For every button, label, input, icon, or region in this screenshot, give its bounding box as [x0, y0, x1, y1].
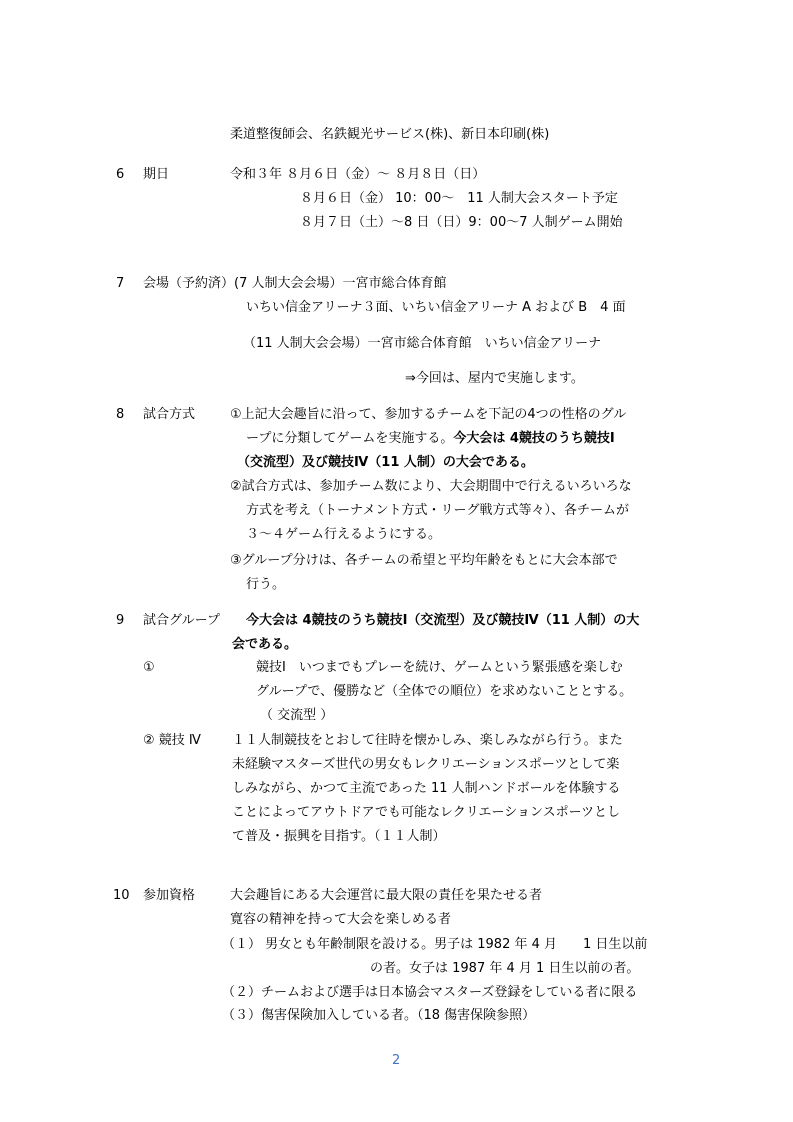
section-7-venue-7-player: 会場（予約済）(7 人制大会会場）一宮市総合体育館: [143, 276, 447, 291]
section-7-indoor-note: ⇒今回は、屋内で実施します。: [405, 371, 584, 386]
section-10-item-3: （３）傷害保険加入している者。（18 傷害保険参照）: [222, 1008, 536, 1023]
section-7-venue-11-player: （11 人制大会会場）一宮市総合体育館 いちい信金アリーナ: [243, 336, 602, 351]
section-10-item-2: （２）チームおよび選手は日本協会マスターズ登録をしている者に限る: [222, 985, 638, 1000]
section-10-item-1-line-1: （１） 男女とも年齢制限を設ける。男子は 1982 年 4 月 1 日生以前: [222, 937, 648, 952]
section-9-group-4-line-2: 未経験マスターズ世代の男女もレクリエーションスポーツとして楽: [232, 757, 620, 772]
section-9-group-4-line-1: １１人制競技をとおして往時を懐かしみ、楽しみながら行う。また: [232, 733, 623, 748]
section-8-item-2-line-3: ３～４ゲーム行えるようにする。: [246, 527, 442, 542]
section-8-item-3-line-2: 行う。: [246, 577, 286, 592]
section-10-line-1: 大会趣旨にある大会運営に最大限の責任を果たせる者: [230, 888, 543, 903]
section-9-title: 試合グループ: [143, 613, 220, 628]
section-9-group-4-line-4: ことによってアウトドアでも可能なレクリエーションスポーツとし: [232, 805, 621, 820]
section-6-title: 期日: [143, 167, 170, 182]
section-10-number: 10: [113, 888, 130, 903]
section-9-group-1-line-3: （ 交流型 ）: [260, 708, 334, 723]
section-6-7-player-start: ８月７日（土）～8 日（日）9：00～7 人制ゲーム開始: [300, 215, 623, 230]
section-8-item-2-line-2: 方式を考え（トーナメント方式・リーグ戦方式等々）、各チームが: [246, 503, 629, 518]
section-9-group-4-mark: ② 競技 Ⅳ: [143, 733, 201, 748]
section-9-intro-line-1: 今大会は 4競技のうち競技Ⅰ（交流型）及び競技Ⅳ（11 人制）の大: [246, 613, 640, 628]
section-8-emphasis: 今大会は 4競技のうち競技Ⅰ: [453, 431, 615, 446]
section-10-line-2: 寛容の精神を持って大会を楽しめる者: [230, 912, 452, 927]
section-9-group-4-line-3: しみながら、かつて主流であった 11 人制ハンドボールを体験する: [232, 781, 621, 796]
section-9-group-1-line-1: 競技Ⅰ いつまでもプレーを続け、ゲームという緊張感を楽しむ: [256, 660, 623, 675]
section-8-item-2-line-1: ②試合方式は、参加チーム数により、大会期間中で行えるいろいろな: [230, 479, 632, 494]
section-7-number: 7: [116, 276, 125, 291]
section-6-date-range: 令和３年 ８月６日（金）～ ８月８日（日）: [230, 167, 486, 182]
section-8-item-1-line-3: （交流型）及び競技Ⅳ（11 人制）の大会である。: [237, 455, 534, 470]
section-7-arena-courts: いちい信金アリーナ３面、いちい信金アリーナ A および B 4 面: [246, 300, 626, 315]
section-9-group-4-line-5: て普及・振興を目指す。（１１人制）: [232, 829, 446, 844]
section-8-title: 試合方式: [143, 407, 196, 422]
section-9-number: 9: [116, 613, 125, 628]
section-10-title: 参加資格: [143, 888, 196, 903]
section-6-number: 6: [116, 167, 125, 182]
section-8-item-3-line-1: ③グループ分けは、各チームの希望と平均年齢をもとに大会本部で: [230, 553, 618, 568]
section-8-number: 8: [116, 407, 125, 422]
section-9-intro-line-2: 会である。: [232, 637, 298, 652]
section-9-group-1-mark: ①: [143, 660, 155, 675]
section-10-item-1-line-2: の者。女子は 1987 年 4 月 1 日生以前の者。: [370, 961, 640, 976]
sponsors-line: 柔道整復師会、名鉄観光サービス(株)、新日本印刷(株): [230, 127, 550, 142]
section-6-11-player-start: ８月６日（金） 10：00～ 11 人制大会スタート予定: [300, 191, 618, 206]
section-8-item-1-line-2: ープに分類してゲームを実施する。今大会は 4競技のうち競技Ⅰ: [246, 431, 615, 446]
page-number: 2: [392, 1053, 401, 1068]
section-9-group-1-line-2: グループで、優勝など（全体での順位）を求めないこととする。: [256, 684, 633, 699]
section-8-item-1-line-1: ①上記大会趣旨に沿って、参加するチームを下記の4つの性格のグル: [230, 407, 627, 422]
